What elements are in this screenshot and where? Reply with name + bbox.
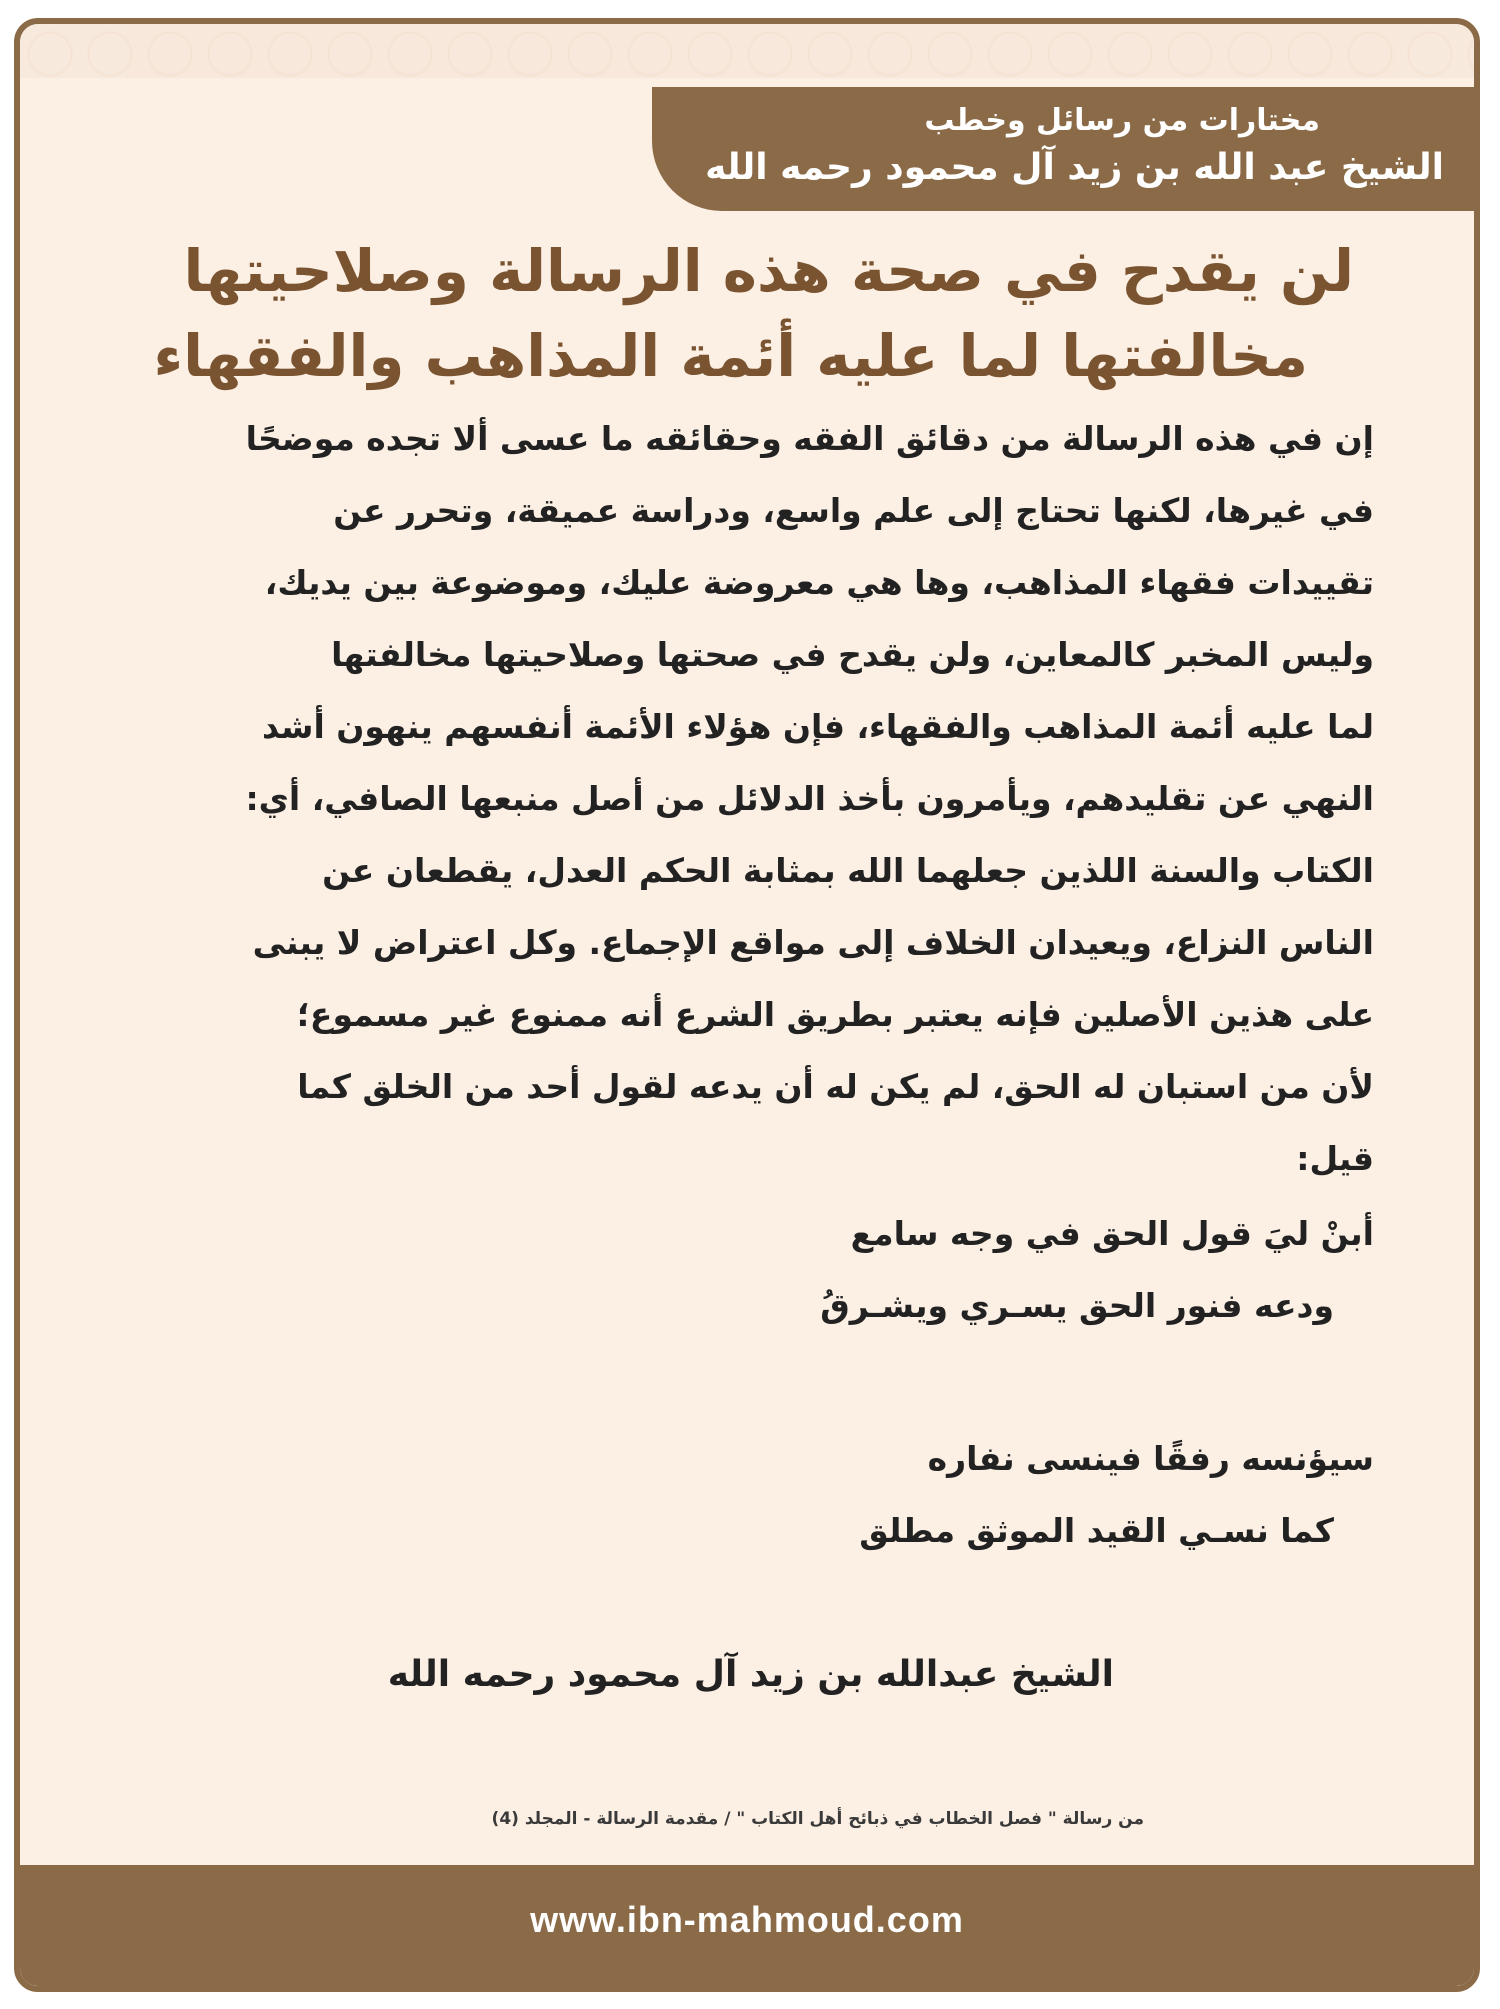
header-author: الشيخ عبد الله بن زيد آل محمود رحمه الله (705, 147, 1444, 188)
page-title-line-1: لن يقدح في صحة هذه الرسالة وصلاحيتها (183, 237, 1354, 305)
body-line: لأن من استبان له الحق، لم يكن له أن يدعه لقول أحد من الخلق كما (297, 1067, 1374, 1106)
page-frame (14, 18, 1480, 1992)
body-line: تقييدات فقهاء المذاهب، وها هي معروضة عليك، وموضوعة بين يديك، (264, 563, 1374, 602)
body-line: وليس المخبر كالمعاين، ولن يقدح في صحتها وصلاحيتها مخالفتها (331, 635, 1374, 674)
body-line: إن في هذه الرسالة من دقائق الفقه وحقائقه ما عسى ألا تجده موضحًا (245, 419, 1374, 458)
poem-verse-1b: ودعه فنور الحق يسـري ويشـرقُ (820, 1286, 1334, 1325)
body-line: لما عليه أئمة المذاهب والفقهاء، فإن هؤلاء الأئمة أنفسهم ينهون أشد (261, 707, 1374, 746)
footer-bar (20, 1865, 1474, 1986)
source-citation: من رسالة " فصل الخطاب في ذبائح أهل الكتاب " / مقدمة الرسالة - المجلد (4) (491, 1809, 1144, 1829)
body-line: الكتاب والسنة اللذين جعلهما الله بمثابة الحكم العدل، يقطعان عن (322, 851, 1374, 890)
body-line: قيل: (1296, 1139, 1374, 1178)
body-line: النهي عن تقليدهم، ويأمرون بأخذ الدلائل من أصل منبعها الصافي، أي: (245, 779, 1374, 818)
body-line: الناس النزاع، ويعيدان الخلاف إلى مواقع الإجماع. وكل اعتراض لا يبنى (252, 923, 1374, 962)
decorative-pattern (20, 24, 1474, 78)
website-link[interactable]: www.ibn-mahmoud.com (530, 1899, 964, 1940)
header-ribbon (652, 87, 1480, 211)
poem-verse-1a: أبنْ ليَ قول الحق في وجه سامع (850, 1214, 1374, 1253)
body-line: على هذين الأصلين فإنه يعتبر بطريق الشرع أنه ممنوع غير مسموع؛ (296, 995, 1374, 1034)
header-series-title: مختارات من رسائل وخطب (924, 103, 1320, 138)
poem-verse-2b: كما نسـي القيد الموثق مطلق (859, 1511, 1334, 1550)
signature: الشيخ عبدالله بن زيد آل محمود رحمه الله (387, 1654, 1114, 1695)
page-title-line-2: مخالفتها لما عليه أئمة المذاهب والفقهاء (153, 322, 1308, 390)
body-line: في غيرها، لكنها تحتاج إلى علم واسع، ودراسة عميقة، وتحرر عن (333, 491, 1374, 530)
poem-verse-2a: سيؤنسه رفقًا فينسى نفاره (927, 1439, 1374, 1478)
